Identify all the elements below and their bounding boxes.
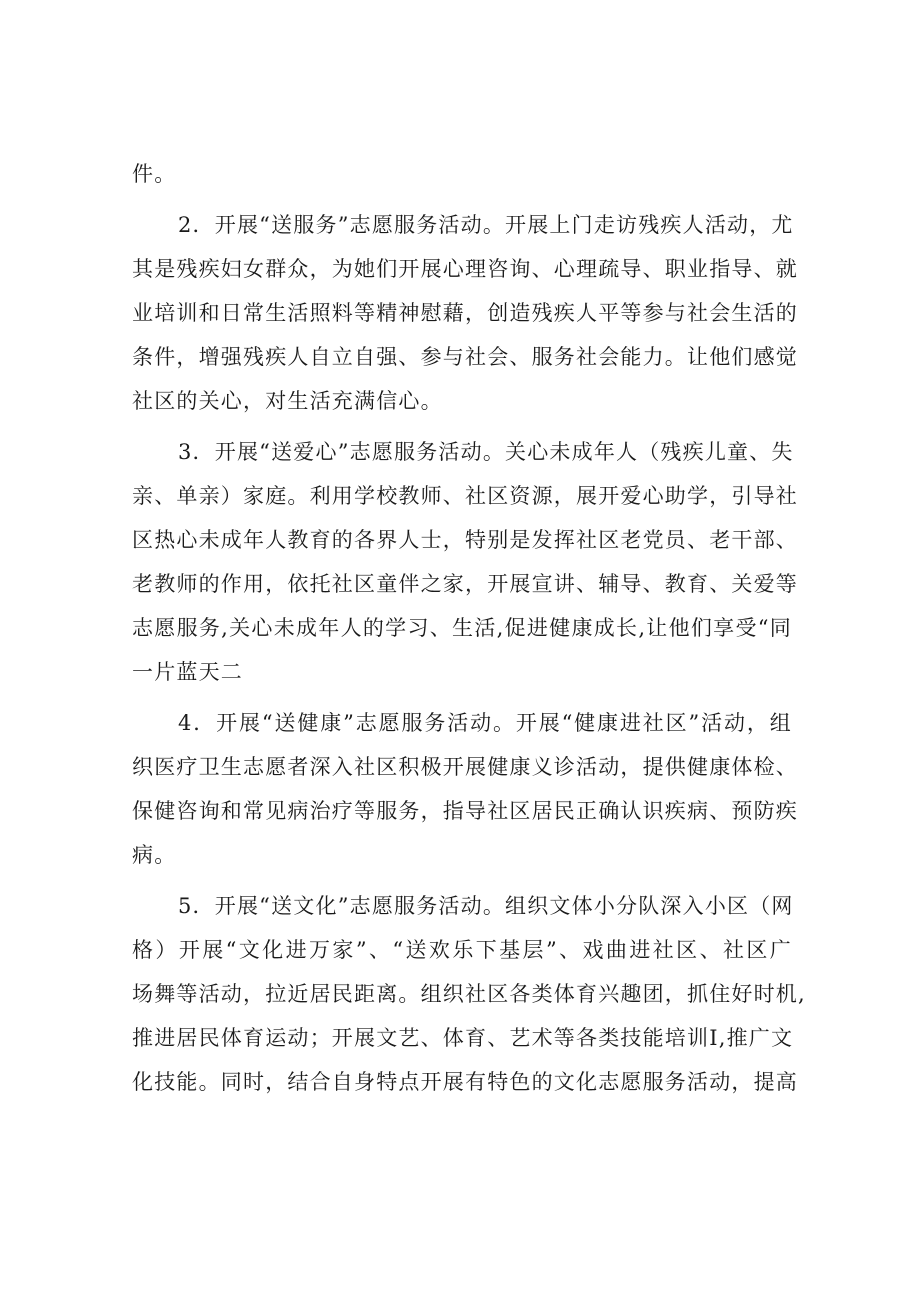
text-line: 志愿服务,关心未成年人的学习、生活,促进健康成长,让他们享受“同: [132, 616, 792, 640]
text-line: 病。: [132, 843, 177, 867]
text-line: 条件，增强残疾人自立自强、参与社会、服务社会能力。让他们感觉: [132, 345, 798, 369]
text-line: 3．开展“送爱心”志愿服务活动。关心未成年人（残疾儿童、失: [178, 440, 794, 464]
document-body: [132, 152, 806, 1111]
text-line: 场舞等活动，拉近居民距离。组织社区各类体育兴趣团，抓住好时机,: [132, 982, 806, 1006]
text-line: 保健咨询和常见病治疗等服务，指导社区居民正确认识疾病、预防疾: [132, 799, 798, 823]
text-line: 社区的关心，对生活充满信心。: [132, 389, 443, 413]
text-line: 件。: [132, 162, 177, 186]
text-line: 化技能。同时，结合自身特点开展有特色的文化志愿服务活动，提高: [132, 1070, 798, 1094]
text-line: 织医疗卫生志愿者深入社区积极开展健康义诊活动，提供健康体检、: [132, 755, 798, 779]
text-line: 5．开展“送文化”志愿服务活动。组织文体小分队深入小区（网: [178, 894, 794, 918]
paragraph-item-3: [132, 430, 798, 694]
text-line: 区热心未成年人教育的各界人士，特别是发挥社区老党员、老干部、: [132, 528, 798, 552]
text-line: 亲、单亲）家庭。利用学校教师、社区资源，展开爱心助学，引导社: [132, 484, 798, 508]
paragraph-continuation: [132, 152, 792, 196]
text-line: 推进居民体育运动；开展文艺、体育、艺术等各类技能培训I,推广文: [132, 1026, 794, 1050]
text-line: 业培训和日常生活照料等精神慰藉，创造残疾人平等参与社会生活的: [132, 301, 798, 325]
text-line: 4．开展“送健康”志愿服务活动。开展“健康进社区”活动，组: [178, 711, 792, 735]
paragraph-item-5: [132, 884, 806, 1104]
text-line: 格）开展“文化进万家”、“送欢乐下基层”、戏曲进社区、社区广: [132, 938, 792, 962]
paragraph-item-4: [132, 701, 798, 877]
text-line: 老教师的作用，依托社区童伴之家，开展宣讲、辅导、教育、关爱等: [132, 572, 798, 596]
paragraph-item-2: [132, 203, 798, 423]
text-line: 一片蓝天二: [132, 660, 243, 684]
text-line: 其是残疾妇女群众，为她们开展心理咨询、心理疏导、职业指导、就: [132, 257, 798, 281]
text-line: 2．开展“送服务”志愿服务活动。开展上门走访残疾人活动，尤: [178, 213, 794, 237]
